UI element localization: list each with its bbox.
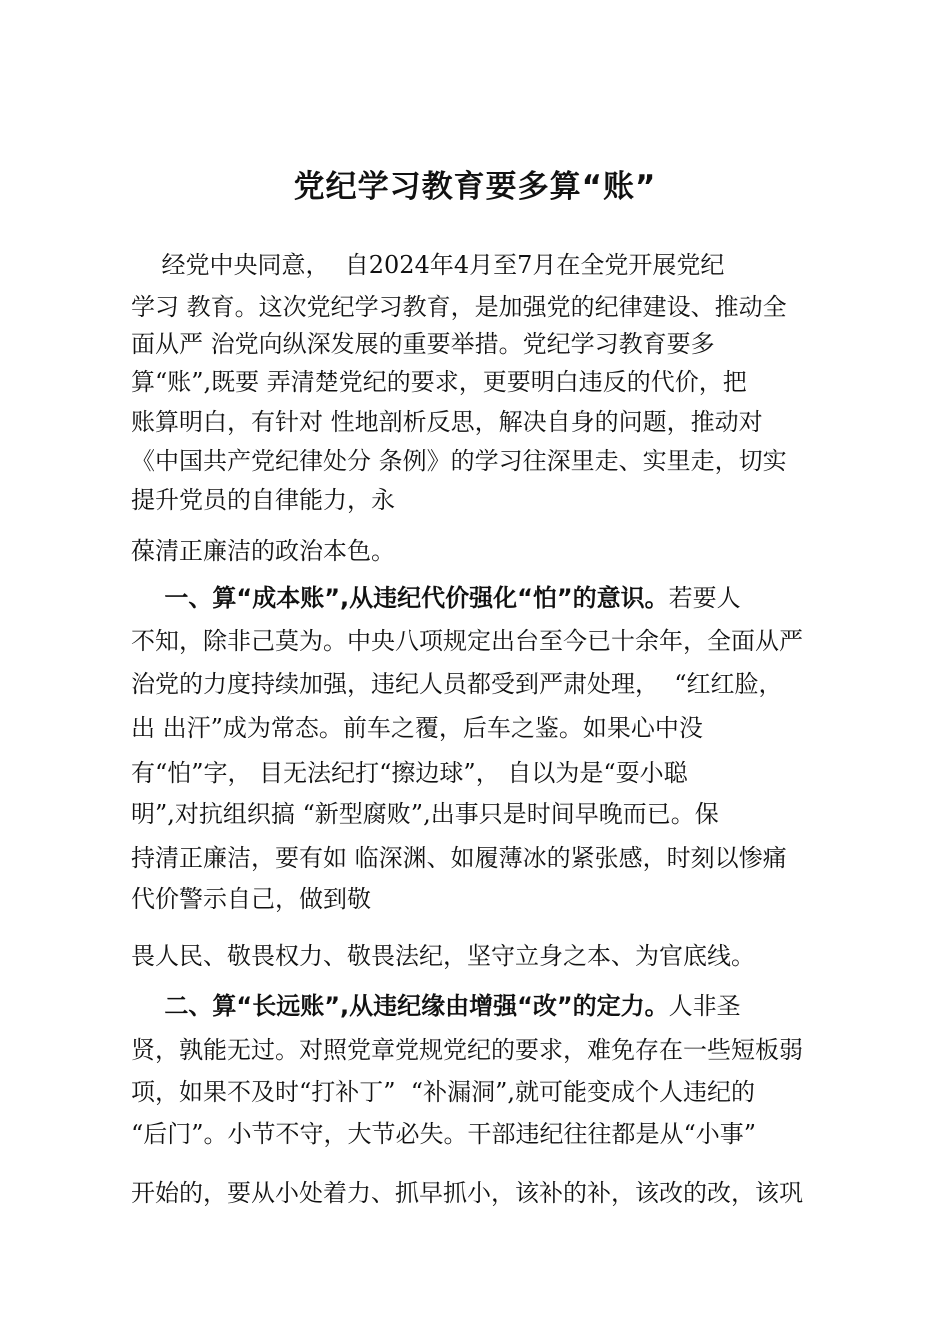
paragraph-line: “后门”。小节不守，大节必失。干部违纪往往都是从“小事” — [131, 1120, 757, 1148]
section-heading-line — [131, 991, 741, 1021]
section-heading-line — [131, 583, 741, 613]
paragraph-line: 治党的力度持续加强，违纪人员都受到严肃处理， “红红脸， — [131, 670, 783, 698]
paragraph-line: 账算明白，有针对 性地剖析反思，解决自身的问题，推动对 — [131, 408, 763, 436]
paragraph-line: 提升党员的自律能力，永 — [131, 486, 395, 514]
document-title: 党纪学习教育要多算“账” — [293, 169, 657, 205]
paragraph-line: 算“账”,既要 弄清楚党纪的要求，更要明白违反的代价，把 — [131, 368, 747, 396]
paragraph-line: 开始的，要从小处着力、抓早抓小，该补的补，该改的改，该巩 — [131, 1179, 803, 1207]
paragraph-text: 人非圣 — [668, 992, 741, 1020]
section-heading-two: 二、算“长远账”,从违纪缘由增强“改”的定力。 — [131, 992, 669, 1020]
paragraph-line: 面从严 治党向纵深发展的重要举措。党纪学习教育要多 — [131, 330, 715, 358]
paragraph-line: 有“怕”字， 目无法纪打“擦边球”， 自以为是“耍小聪 — [131, 759, 688, 787]
paragraph-line: 经党中央同意， 自2024年4月至7月在全党开展党纪 — [131, 251, 725, 279]
paragraph-text: 若要人 — [668, 584, 741, 612]
paragraph-line: 明”,对抗组织搞 “新型腐败”,出事只是时间早晚而已。保 — [131, 800, 719, 828]
paragraph-line: 《中国共产党纪律处分 条例》的学习往深里走、实里走，切实 — [131, 447, 787, 475]
paragraph-line: 出 出汗”成为常态。前车之覆，后车之鉴。如果心中没 — [131, 714, 703, 742]
section-heading-one: 一、算“成本账”,从违纪代价强化“怕”的意识。 — [131, 584, 669, 612]
paragraph-line: 学习 教育。这次党纪学习教育，是加强党的纪律建设、推动全 — [131, 293, 787, 321]
paragraph-line: 持清正廉洁，要有如 临深渊、如履薄冰的紧张感，时刻以惨痛 — [131, 844, 787, 872]
paragraph-line: 畏人民、敬畏权力、敬畏法纪，坚守立身之本、为官底线。 — [131, 942, 755, 970]
paragraph-line: 葆清正廉洁的政治本色。 — [131, 537, 395, 565]
paragraph-line: 不知，除非己莫为。中央八项规定出台至今已十余年，全面从严 — [131, 627, 803, 655]
paragraph-line: 代价警示自己，做到敬 — [131, 885, 371, 913]
paragraph-line: 贤，孰能无过。对照党章党规党纪的要求，难免存在一些短板弱 — [131, 1036, 803, 1064]
paragraph-line: 项，如果不及时“打补丁” “补漏洞”,就可能变成个人违纪的 — [131, 1078, 755, 1106]
